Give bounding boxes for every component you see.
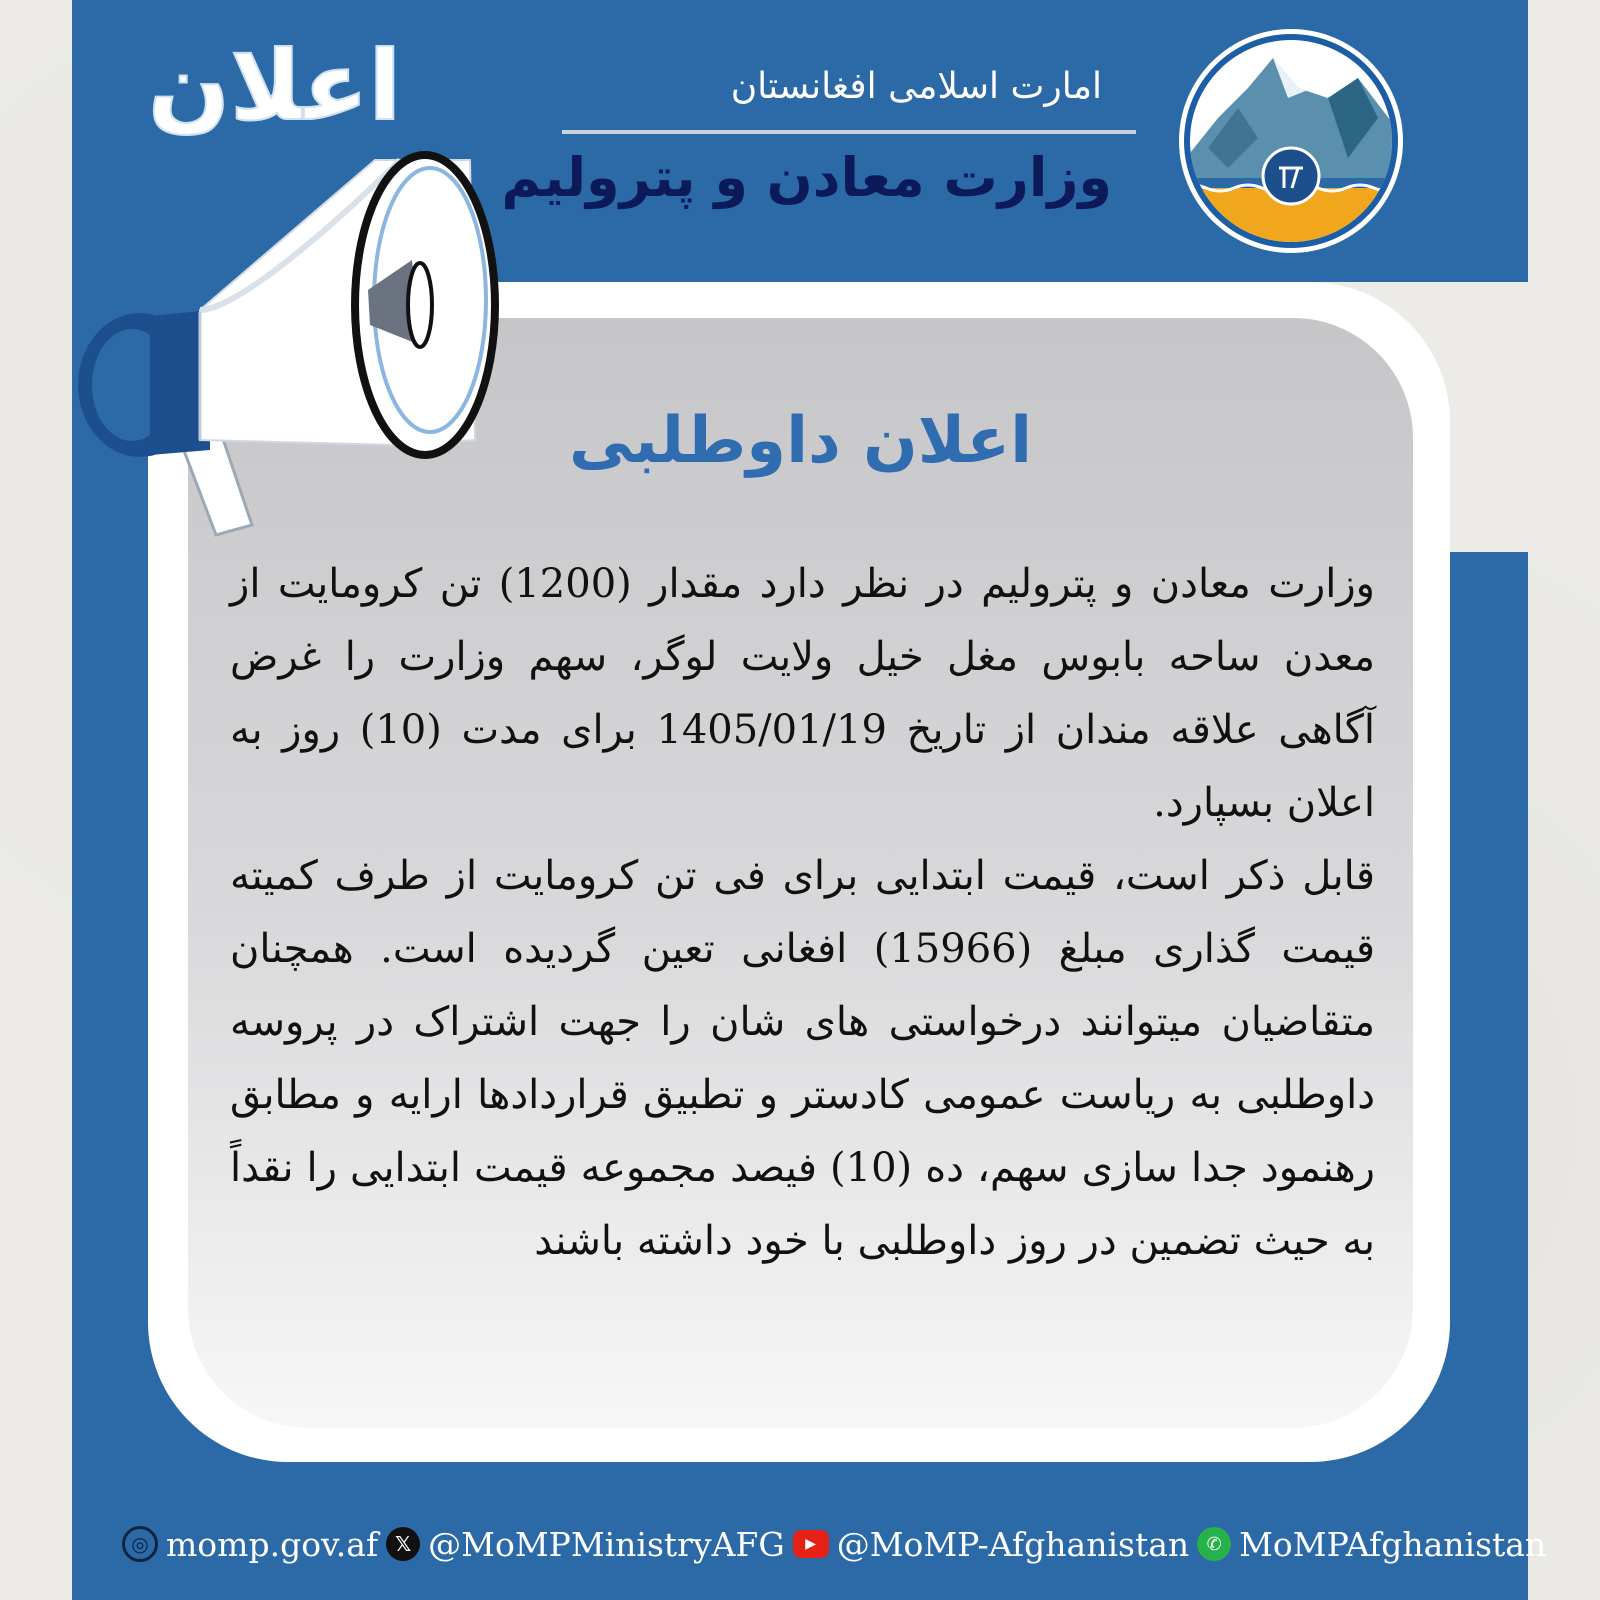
footer-youtube[interactable] bbox=[793, 1525, 1189, 1564]
ministry-name: وزارت معادن و پترولیم bbox=[501, 146, 1112, 209]
header-divider bbox=[562, 130, 1136, 134]
x-logo-icon: 𝕏 bbox=[386, 1527, 420, 1561]
whatsapp-icon: ✆ bbox=[1197, 1527, 1231, 1561]
x-handle-link[interactable]: @MoMPMinistryAFG bbox=[428, 1524, 785, 1564]
ministry-emblem-icon bbox=[1178, 28, 1404, 254]
whatsapp-link[interactable]: MoMPAfghanistan bbox=[1239, 1524, 1547, 1564]
announcement-body bbox=[230, 548, 1375, 1278]
megaphone-icon bbox=[70, 140, 530, 560]
footer-website[interactable] bbox=[122, 1525, 378, 1564]
globe-icon: ◎ bbox=[122, 1526, 158, 1562]
website-link[interactable]: momp.gov.af bbox=[166, 1524, 379, 1564]
announcement-badge: اعلان bbox=[148, 30, 402, 142]
youtube-link[interactable]: @MoMP-Afghanistan bbox=[836, 1524, 1190, 1564]
footer-whatsapp[interactable] bbox=[1197, 1525, 1546, 1564]
footer-x[interactable] bbox=[386, 1525, 785, 1564]
footer-contacts bbox=[122, 1518, 1547, 1570]
emirate-name: امارت اسلامی افغانستان bbox=[730, 66, 1102, 107]
body-paragraph: قابل ذکر است، قیمت ابتدایی برای فی تن کرومایت از طرف کمیته قیمت گذاری مبلغ (15966) افغانی تعین گردیده است. همچنان متقاضیان میتوانند درخواستی های شان را جهت اشتراک در پروسه داوطلبی به ریاست عمومی کادستر و تطبیق قراردادها ارایه و مطابق رهنمود جدا سازی سهم، ده (10) فیصد مجموعه قیمت ابتدایی را نقداً به حیث تضمین در روز داوطلبی با خود داشته باشند bbox=[230, 853, 1375, 1264]
announcement-title: اعلان داوطلبی bbox=[569, 404, 1032, 478]
body-paragraph: وزارت معادن و پترولیم در نظر دارد مقدار (1200) تن کرومایت از معدن ساحه بابوس مغل خیل ولایت لوگر، سهم وزارت را غرض آگاهی علاقه مندان از تاریخ 1405/01/19 برای مدت (10) روز به اعلان بسپارد. bbox=[230, 561, 1376, 826]
youtube-icon: ▶ bbox=[793, 1530, 829, 1558]
